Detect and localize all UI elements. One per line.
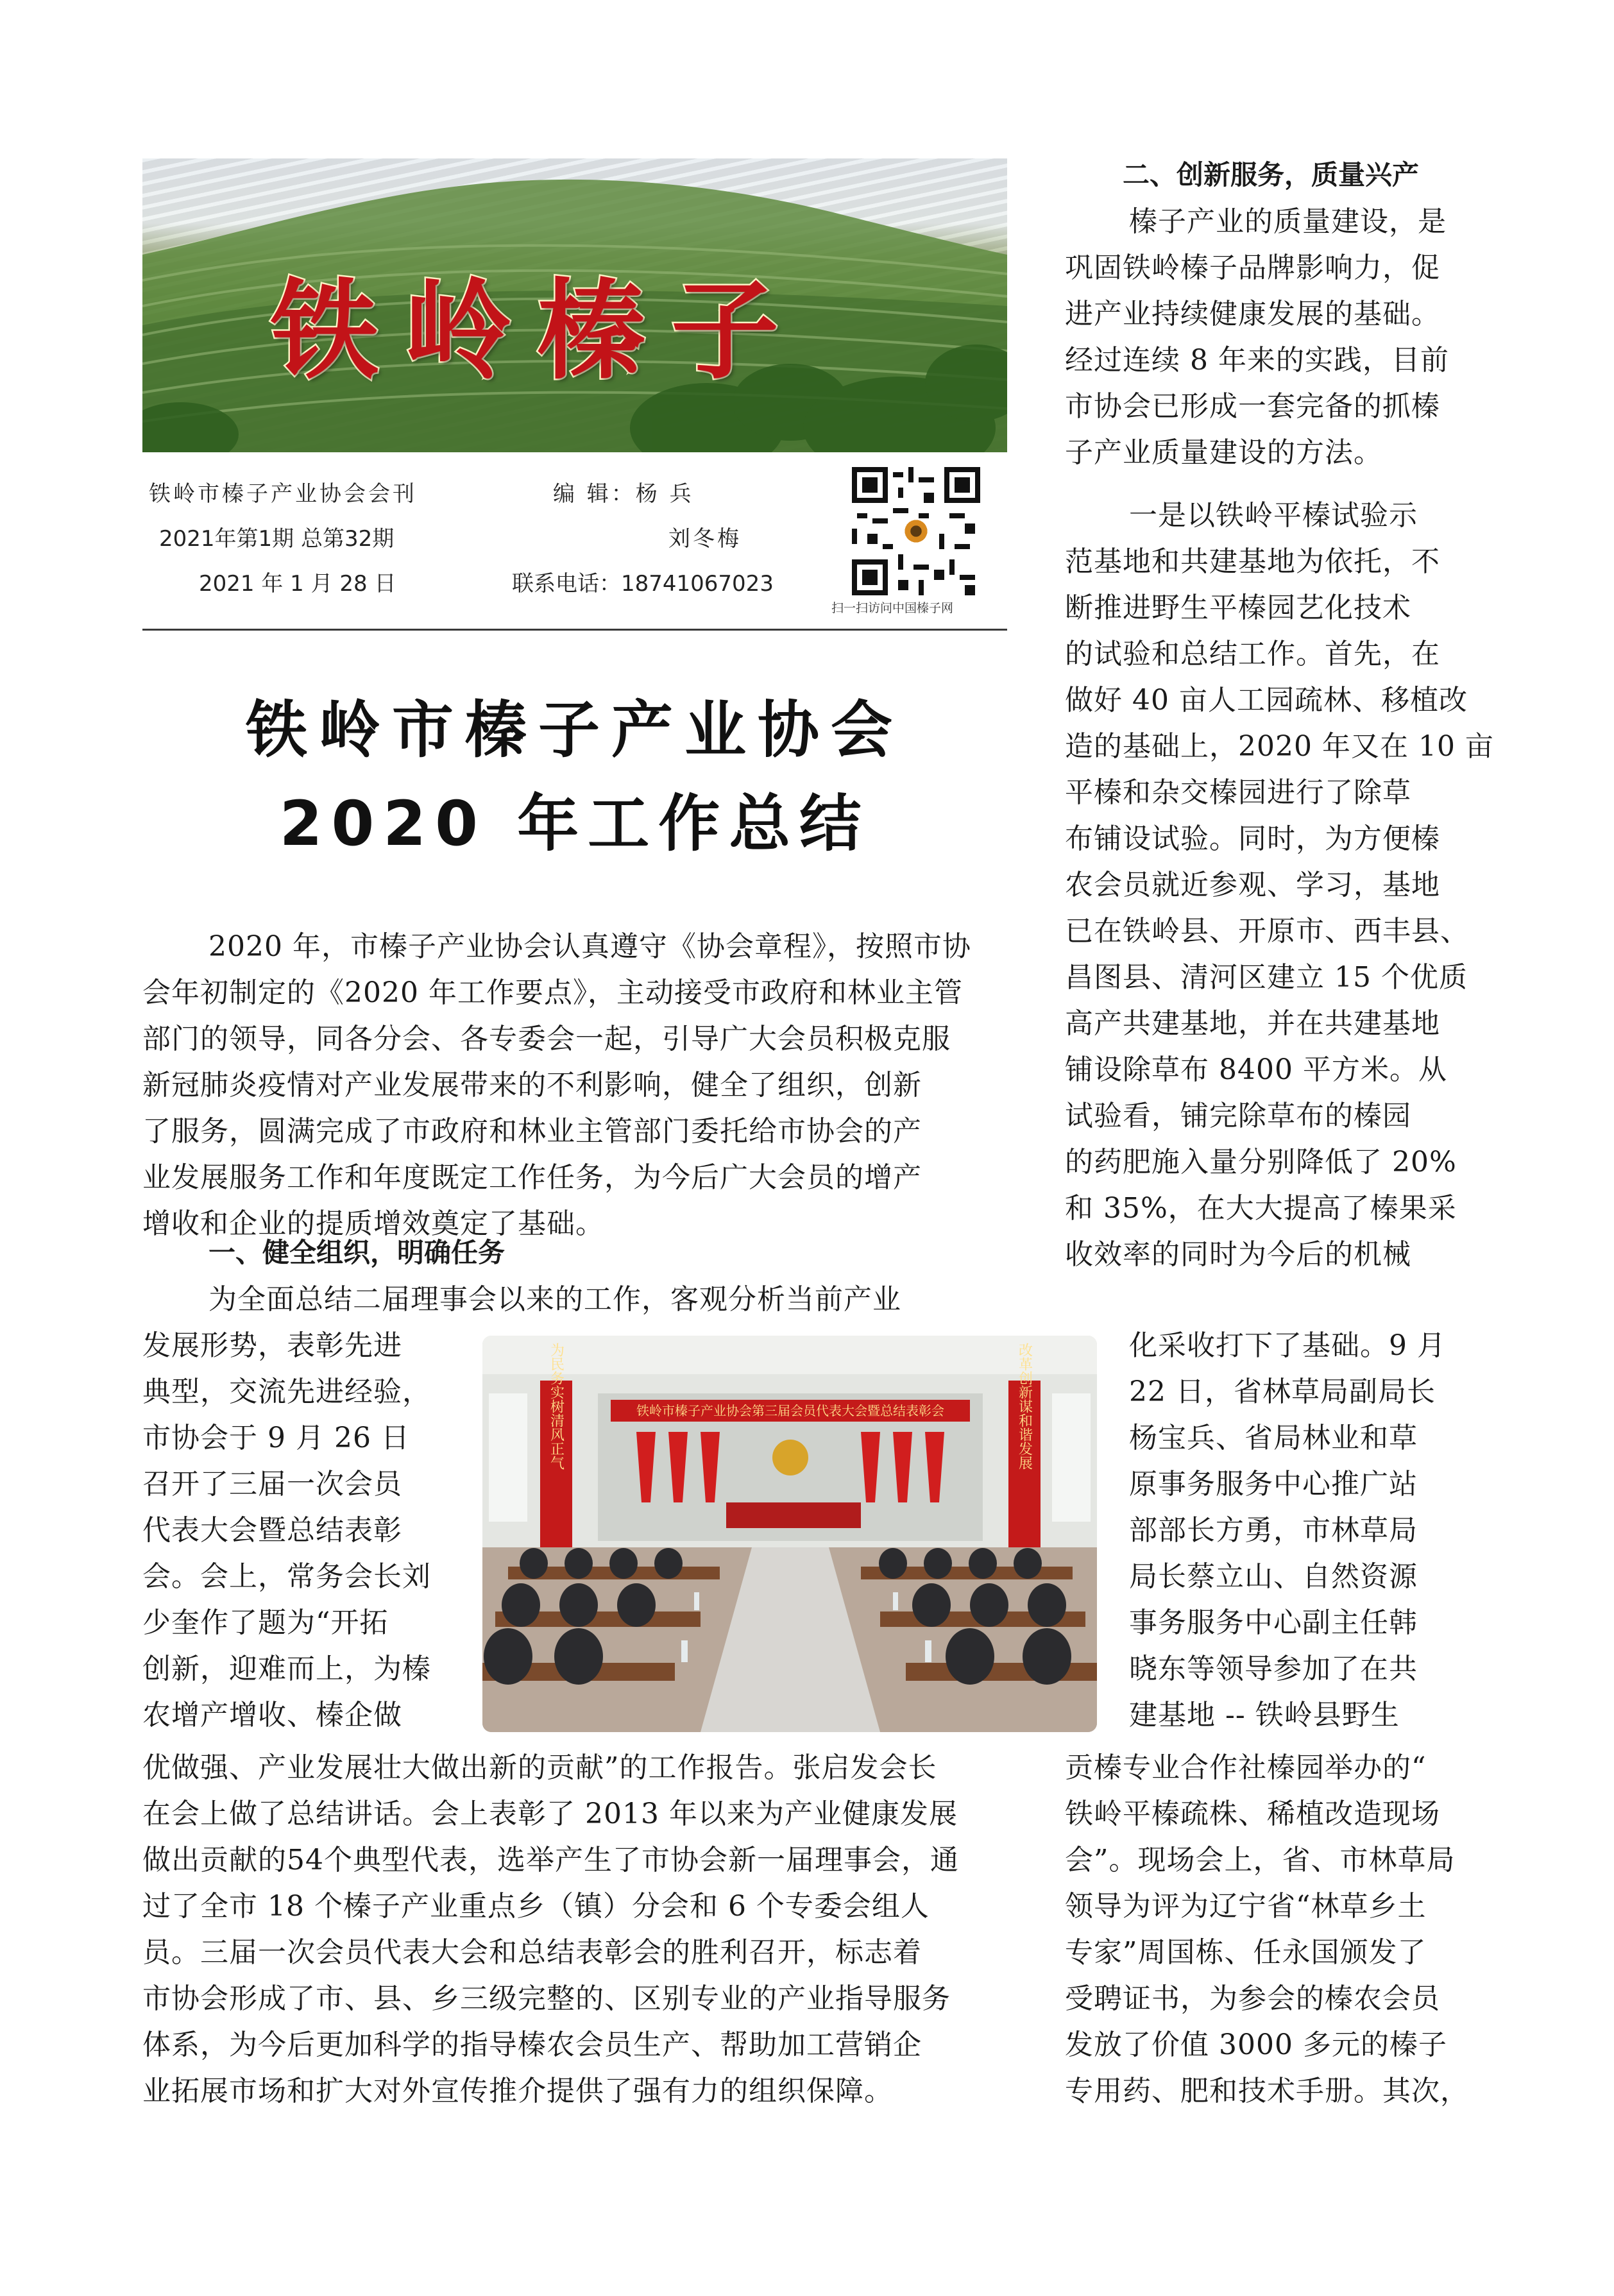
right-bottom-line: 专家”周国栋、任永国颁发了 (1065, 1936, 1427, 1969)
right-para-line: 巩固铁岭榛子品牌影响力，促 (1065, 251, 1440, 284)
masthead-title: 铁岭榛子 (271, 268, 804, 394)
publisher-line: 铁岭市榛子产业协会会刊 (149, 481, 417, 507)
right-para-line: 和 35%，在大大提高了榛果采 (1065, 1192, 1457, 1225)
left-narrow-line: 少奎作了题为“开拓 (142, 1606, 389, 1639)
right-para-line: 的试验和总结工作。首先，在 (1065, 638, 1440, 670)
right-narrow-line: 化采收打下了基础。9 月 (1129, 1329, 1446, 1362)
left-narrow-line: 代表大会暨总结表彰 (142, 1514, 402, 1547)
article-title-line2: 2020 年工作总结 (279, 788, 871, 860)
article-title-line1: 铁岭市榛子产业协会 (246, 694, 904, 766)
right-narrow-line: 建基地 -- 铁岭县野生 (1129, 1699, 1400, 1731)
right-bottom-line: 受聘证书，为参会的榛农会员 (1065, 1982, 1440, 2015)
right-narrow-line: 部部长方勇，市林草局 (1129, 1514, 1418, 1547)
right-narrow-line: 原事务服务中心推广站 (1129, 1468, 1418, 1501)
issue-line: 2021年第1期 总第32期 (159, 526, 395, 552)
right-para-line: 经过连续 8 年来的实践，目前 (1065, 344, 1449, 377)
photo-left-couplet: 为民务实树清风正气 (548, 1343, 565, 1470)
left-bottom-line: 员。三届一次会员代表大会和总结表彰会的胜利召开，标志着 (142, 1936, 922, 1969)
right-bottom-line: 会”。现场会上，省、市林草局 (1065, 1844, 1456, 1876)
date-line: 2021 年 1 月 28 日 (199, 571, 396, 597)
left-bottom-line: 业拓展市场和扩大对外宣传推介提供了强有力的组织保障。 (142, 2075, 893, 2107)
right-bottom-line: 领导为评为辽宁省“林草乡土 (1065, 1890, 1427, 1923)
editor-line: 编 辑：杨 兵 (553, 481, 694, 507)
right-narrow-line: 局长蔡立山、自然资源 (1129, 1560, 1418, 1593)
editor-second-line: 刘冬梅 (668, 526, 742, 552)
section2-heading: 二、创新服务，质量兴产 (1123, 159, 1420, 191)
right-para-line: 农会员就近参观、学习，基地 (1065, 869, 1440, 901)
left-para-line: 了服务，圆满完成了市政府和林业主管部门委托给市协会的产 (142, 1115, 922, 1148)
right-para-line: 造的基础上，2020 年又在 10 亩 (1065, 730, 1494, 763)
right-narrow-line: 杨宝兵、省局林业和草 (1129, 1422, 1418, 1454)
qr-code-image (852, 467, 980, 595)
right-para-line: 一是以铁岭平榛试验示 (1129, 499, 1418, 532)
right-para-line: 试验看，铺完除草布的榛园 (1065, 1100, 1411, 1132)
left-para-line: 新冠肺炎疫情对产业发展带来的不利影响，健全了组织，创新 (142, 1069, 922, 1101)
right-para-line: 高产共建基地，并在共建基地 (1065, 1007, 1440, 1040)
masthead-divider (142, 629, 1007, 631)
left-para-line: 2020 年，市榛子产业协会认真遵守《协会章程》，按照市协 (208, 930, 971, 963)
left-para-line: 业发展服务工作和年度既定工作任务，为今后广大会员的增产 (142, 1161, 922, 1194)
photo-banner-text: 铁岭市榛子产业协会第三届会员代表大会暨总结表彰会 (636, 1403, 944, 1418)
right-para-line: 已在铁岭县、开原市、西丰县、 (1065, 915, 1469, 948)
right-para-line: 断推进野生平榛园艺化技术 (1065, 591, 1411, 624)
left-bottom-line: 过了全市 18 个榛子产业重点乡（镇）分会和 6 个专委会组人 (142, 1890, 930, 1923)
left-narrow-line: 典型，交流先进经验， (142, 1375, 431, 1408)
right-narrow-line: 22 日，省林草局副局长 (1129, 1375, 1436, 1408)
left-narrow-line: 会。会上，常务会长刘 (142, 1560, 431, 1593)
left-bottom-line: 做出贡献的54个典型代表，选举产生了市协会新一届理事会，通 (142, 1844, 959, 1876)
phone-line: 联系电话：18741067023 (512, 571, 774, 597)
right-para-line: 范基地和共建基地为依托，不 (1065, 545, 1440, 578)
qr-caption: 扫一扫访问中国榛子网 (831, 601, 954, 615)
right-bottom-line: 发放了价值 3000 多元的榛子 (1065, 2028, 1447, 2061)
left-narrow-line: 市协会于 9 月 26 日 (142, 1422, 410, 1454)
right-bottom-line: 贡榛专业合作社榛园举办的“ (1065, 1751, 1427, 1784)
masthead-banner (142, 158, 1007, 452)
right-para-line: 榛子产业的质量建设，是 (1129, 205, 1447, 238)
left-narrow-line: 发展形势，表彰先进 (142, 1329, 402, 1362)
meeting-hall-illustration (482, 1336, 1097, 1732)
left-bottom-line: 在会上做了总结讲话。会上表彰了 2013 年以来为产业健康发展 (142, 1798, 958, 1830)
right-para-line: 昌图县、清河区建立 15 个优质 (1065, 961, 1468, 994)
right-para-line: 布铺设试验。同时，为方便榛 (1065, 822, 1440, 855)
meeting-photo (482, 1336, 1097, 1732)
left-para-line: 为全面总结二届理事会以来的工作，客观分析当前产业 (208, 1283, 901, 1316)
left-bottom-line: 体系，为今后更加科学的指导榛农会员生产、帮助加工营销企 (142, 2028, 922, 2061)
right-para-line: 收效率的同时为今后的机械 (1065, 1238, 1411, 1271)
right-para-line: 铺设除草布 8400 平方米。从 (1065, 1053, 1447, 1086)
left-bottom-line: 优做强、产业发展壮大做出新的贡献”的工作报告。张启发会长 (142, 1751, 937, 1784)
photo-right-couplet: 改革创新谋和谐发展 (1016, 1343, 1033, 1470)
left-para-line: 增收和企业的提质增效奠定了基础。 (142, 1207, 604, 1240)
left-para-line: 会年初制定的《2020 年工作要点》，主动接受市政府和林业主管 (142, 976, 963, 1009)
right-bottom-line: 铁岭平榛疏株、稀植改造现场 (1065, 1798, 1440, 1830)
right-bottom-line: 专用药、肥和技术手册。其次， (1065, 2075, 1469, 2107)
right-para-line: 子产业质量建设的方法。 (1065, 436, 1382, 469)
right-narrow-line: 晓东等领导参加了在共 (1129, 1653, 1418, 1685)
right-narrow-line: 事务服务中心副主任韩 (1129, 1606, 1418, 1639)
left-narrow-line: 创新，迎难而上，为榛 (142, 1653, 431, 1685)
left-narrow-line: 召开了三届一次会员 (142, 1468, 402, 1501)
section1-heading: 一、健全组织，明确任务 (208, 1237, 505, 1268)
right-para-line: 进产业持续健康发展的基础。 (1065, 298, 1440, 330)
right-para-line: 平榛和杂交榛园进行了除草 (1065, 776, 1411, 809)
qr-code[interactable] (852, 467, 980, 595)
right-para-line: 市协会已形成一套完备的抓榛 (1065, 390, 1440, 423)
right-para-line: 的药肥施入量分别降低了 20% (1065, 1146, 1457, 1178)
left-narrow-line: 农增产增收、榛企做 (142, 1699, 402, 1731)
left-para-line: 部门的领导，同各分会、各专委会一起，引导广大会员积极克服 (142, 1023, 951, 1055)
right-para-line: 做好 40 亩人工园疏林、移植改 (1065, 684, 1468, 717)
left-bottom-line: 市协会形成了市、县、乡三级完整的、区别专业的产业指导服务 (142, 1982, 951, 2015)
